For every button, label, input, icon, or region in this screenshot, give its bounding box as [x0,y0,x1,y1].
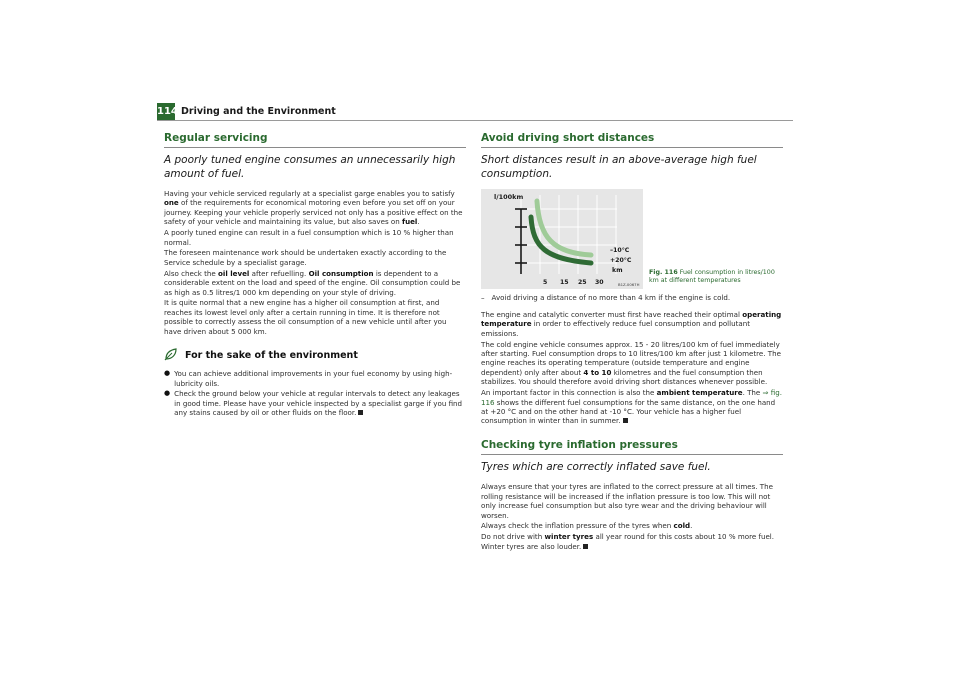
bullet-text: You can achieve additional improvements in your fuel economy by using high-lubricity oils. [174,369,453,388]
y-axis-label: l/100km [494,193,524,201]
left-column [164,132,466,419]
lead-sentence: A poorly tuned engine consumes an unnecessarily high amount of fuel. [164,154,456,180]
paragraph: Also check the oil level after refuelling. Oil consumption is dependent to a considerable extent on the load and speed of the engine. Oil consumption could be as high as 0.5 litres/1 000 km depending on your style of driving. [164,268,461,297]
paragraph: An important factor in this connection is also the ambient temperature. The ⇒ fig. 116 shows the different fuel consumptions for the same distance, on the one hand at +20 °C and on the other hand at -10 °C. Your vehicle has a higher fuel consumption in winter than in summer. [481,388,782,426]
paragraph: A poorly tuned engine can result in a fuel consumption which is 10 % higher than normal. [164,228,454,247]
paragraph: It is quite normal that a new engine has a higher oil consumption at first, and reaches its lowest level only after a certain running in time. It is therefore not possible to correctly assess the oil consumption of a new vehicle until after you have driven about 5 000 km. [164,298,447,336]
running-header-title: Driving and the Environment [181,106,336,117]
paragraph: Always check the inflation pressure of the tyres when cold. [481,521,693,531]
step-text: Avoid driving a distance of no more than 4 km if the engine is cold. [491,293,731,302]
figure-caption: Fig. 116 Fuel consumption in litres/100 km at different temperatures [649,269,775,284]
fuel-consumption-figure [481,189,643,289]
paragraph: The engine and catalytic converter must first have reached their optimal operating temperature in order to effectively reduce fuel consumption and pollutant emissions. [481,309,782,338]
figure-code: B1Z-0067H [618,282,640,287]
environment-note-header [164,346,466,365]
environment-note-title: For the sake of the environment [185,350,358,362]
x-tick-label: 30 [595,279,604,286]
paragraph: Having your vehicle serviced regularly at a specialist garge enables you to satisfy one of the requirements for economical motoring even before you set off on your journey. Keeping your vehicle properly serviced not only has a positive effect on the safety of your vehicle and maintaining its value, but also saves on fuel. [164,189,463,227]
x-tick-label: 5 [543,279,548,286]
x-tick-label: 15 [560,279,569,286]
leaf-icon [164,346,178,365]
legend-label-cold: –10°C [610,247,630,254]
lead-sentence: Short distances result in an above-average high fuel consumption. [481,154,757,180]
section-heading-short-distances: Avoid driving short distances [481,132,783,148]
end-of-section-icon [623,418,628,423]
end-of-section-icon [583,544,588,549]
list-item [164,369,466,389]
figure-reference-link[interactable]: ⇒ fig. 116 [481,388,782,407]
list-item [164,389,466,419]
bullet-icon: ● [164,389,171,398]
end-of-section-icon [358,410,363,415]
bullet-text: Check the ground below your vehicle at regular intervals to detect any leakages in good time. Please have your vehicle inspected by a specialist garge if you find any stains caused by oil or other fluids on the floor. [174,389,463,418]
x-axis-unit: km [612,267,623,274]
figure-row [481,189,783,289]
paragraph: Always ensure that your tyres are inflated to the correct pressure at all times. The rolling resistance will be increased if the inflation pressure is too low. This will not only increase fuel consumption but also tyre wear and the driving behaviour will worsen. [481,482,773,520]
bullet-icon: ● [164,369,171,378]
paragraph: The foreseen maintenance work should be undertaken exactly according to the Service schedule by a specialist garage. [164,248,447,267]
instruction-step [481,293,783,304]
dash-marker: – [481,293,485,302]
x-tick-label: 25 [578,279,587,286]
section-heading-regular-servicing: Regular servicing [164,132,466,148]
page-number: 114 [157,103,175,121]
right-column [481,132,783,553]
paragraph: The cold engine vehicle consumes approx. 15 - 20 litres/100 km of fuel immediately after starting. Fuel consumption drops to 10 litres/100 km after just 1 kilometre. The engine reaches its operating temperature (outside temperature and engine dependent) only after about 4 to 10 kilometres and the fuel consumption then stabilizes. You should therefore avoid driving short distances whenever possible. [481,339,781,387]
lead-sentence: Tyres which are correctly inflated save fuel. [481,460,711,473]
header-rule [157,120,793,121]
paragraph: Do not drive with winter tyres all year round for this costs about 10 % more fuel. Winter tyres are also louder. [481,532,775,551]
section-heading-tyre-pressures: Checking tyre inflation pressures [481,439,783,455]
legend-label-warm: +20°C [610,257,632,264]
